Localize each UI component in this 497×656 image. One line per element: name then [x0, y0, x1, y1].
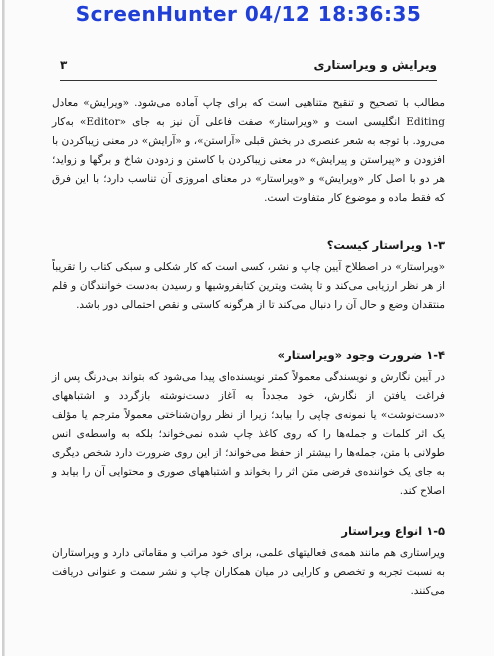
intro-paragraph: مطالب با تصحیح و تنقیح متناهیی است که برای چاپ آماده می‌شود. «ویرایش» معادل Editing انگلیسی است و «ویراستار» صفت فاعلی آن نیز به جای «Editor» به‌کار می‌رود. با توجه به شعر عنصری در بخش قبلی «آراستن»، و «آرایش» در معنی زیباکردن با افزودن و «پیراستن و پیرایش» در معنی زیباکردن با کاستن و زدودن شاخ و برگها و زواید؛ هر دو با اصل کار «ویرایش» و «ویراستار» در معنای امروزی آن تناسب دارد؛ با این فرق که فقط ماده و موضوع کار متفاوت است.: [52, 97, 445, 204]
section-paragraph: ویراستاری هم مانند همه‌ی فعالیتهای علمی، برای خود مراتب و مقاماتی دارد و ویراستاران به نسبت تجربه و تخصص و کارایی در میان همکاران چاپ و نشر سمت و عنوانی دریافت می‌کنند.: [52, 547, 445, 597]
chapter-title: ویرایش و ویراستاری: [313, 58, 437, 72]
header-rule: [60, 80, 437, 81]
section-heading: ۱-۳ ویراستار کیست؟: [326, 238, 445, 252]
section-editor-necessity: [52, 348, 445, 501]
running-header: [60, 58, 437, 78]
page-number: ۳: [60, 58, 68, 72]
screenhunter-watermark: ScreenHunter 04/12 18:36:35: [75, 2, 422, 26]
section-heading: ۱-۴ ضرورت وجود «ویراستار»: [277, 348, 445, 362]
section-who-is-editor: [52, 238, 445, 315]
section-editor-types: [52, 524, 445, 601]
section-heading: ۱-۵ انواع ویراستار: [341, 524, 445, 538]
section-paragraph: در آیین نگارش و نویسندگی معمولاً کمتر نویسنده‌ای پیدا می‌شود که بتواند بی‌درنگ پس از فراغت یافتن از نگارش، خود مجدداً به آغاز دست‌نوشته بازگردد و اشتباههای «دست‌نوشت» یا نمونه‌ی چاپی را بیابد؛ زیرا از نظر روان‌شناختی معمولاً مترجم یا مؤلف یک اثر کلمات و جمله‌ها را که روی کاغذ چاپ شده نمی‌خواند؛ بلکه به واسطه‌ی انس طولانی با متن، جمله‌ها را بیشتر از حفظ می‌خواند؛ از این روی ضرورت دارد شخص دیگری به جای یک خواننده‌ی فرضی متن اثر را بخواند و اشتباههای صوری و محتوایی آن را بیابد و اصلاح کند.: [52, 371, 445, 497]
intro-block: [52, 94, 445, 208]
section-paragraph: «ویراستار» در اصطلاح آیین چاپ و نشر، کسی است که کار شکلی و سبکی کتاب را تقریباً از هر نظر ارزیابی می‌کند و تا پشت ویترین کتابفروشیها و رسیدن به‌دست خوانندگان و قلم منتقدان وضع و حال آن را دنبال می‌کند تا از هرگونه کاستی و نقص احتمالی دور باشد.: [52, 261, 445, 311]
